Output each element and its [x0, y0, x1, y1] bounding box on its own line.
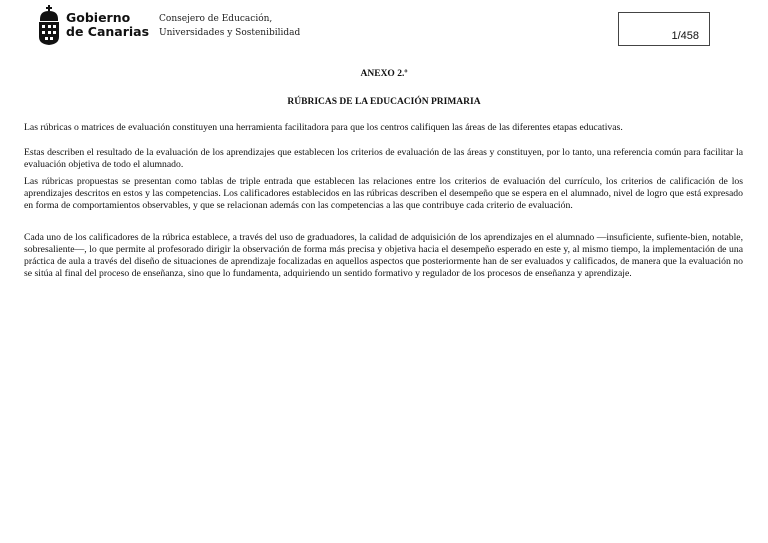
org-line-1: Gobierno	[66, 10, 131, 25]
page-number: 1/458	[671, 30, 699, 42]
org-name	[66, 11, 149, 39]
document-title: RÚBRICAS DE LA EDUCACIÓN PRIMARIA	[287, 97, 481, 107]
coat-of-arms-icon	[38, 5, 60, 45]
paragraph-1: Las rúbricas o matrices de evaluación constituyen una herramienta facilitadora para que los centros califiquen las áreas de las diferentes etapas educativas.	[24, 122, 623, 133]
paragraph-3: Las rúbricas propuestas se presentan como tablas de triple entrada que establecen las relaciones entre los criterios de evaluación del currículo, los criterios de calificación de los aprendizajes descritos en estos y las competencias. Los calificadores establecidos en las rúbricas describen el desempeño que se espera en el alumnado, nivel de logro que está expresado en forma de comportamientos observables, y que se relacionan además con las competencias a las que contribuye cada criterio de evaluación.	[24, 176, 743, 212]
page-number-box	[618, 12, 710, 46]
paragraph-2: Estas describen el resultado de la evaluación de los aprendizajes que establecen los criterios de evaluación de las áreas y constituyen, por lo tanto, una referencia común para facilitar la evaluación objetiva de todo el alumnado.	[24, 147, 743, 171]
dept-line-1: Consejero de Educación,	[159, 14, 273, 24]
dept-line-2: Universidades y Sostenibilidad	[159, 28, 301, 38]
gobierno-canarias-logo	[38, 5, 300, 45]
org-line-2: de Canarias	[66, 24, 150, 39]
paragraph-4: Cada uno de los calificadores de la rúbrica establece, a través del uso de graduadores, la calidad de adquisición de los aprendizajes en el alumnado —insuficiente, sufiente-bien, notable, sobresaliente—, lo que permite al profesorado dirigir la observación de forma más precisa y objetiva hacia el desempeño esperado en este y, al mismo tiempo, la implementación de una práctica de aula a través del diseño de situaciones de aprendizaje focalizadas en aquellos aspectos que posteriormente han de ser evaluados y calificados, de manera que la evaluación no se sitúa al final del proceso de enseñanza, sino que lo fundamenta, adquiriendo un sentido formativo y regulador de los procesos de enseñanza y aprendizaje.	[24, 232, 743, 280]
annex-heading: ANEXO 2.º	[360, 69, 408, 79]
department-name	[159, 12, 300, 40]
